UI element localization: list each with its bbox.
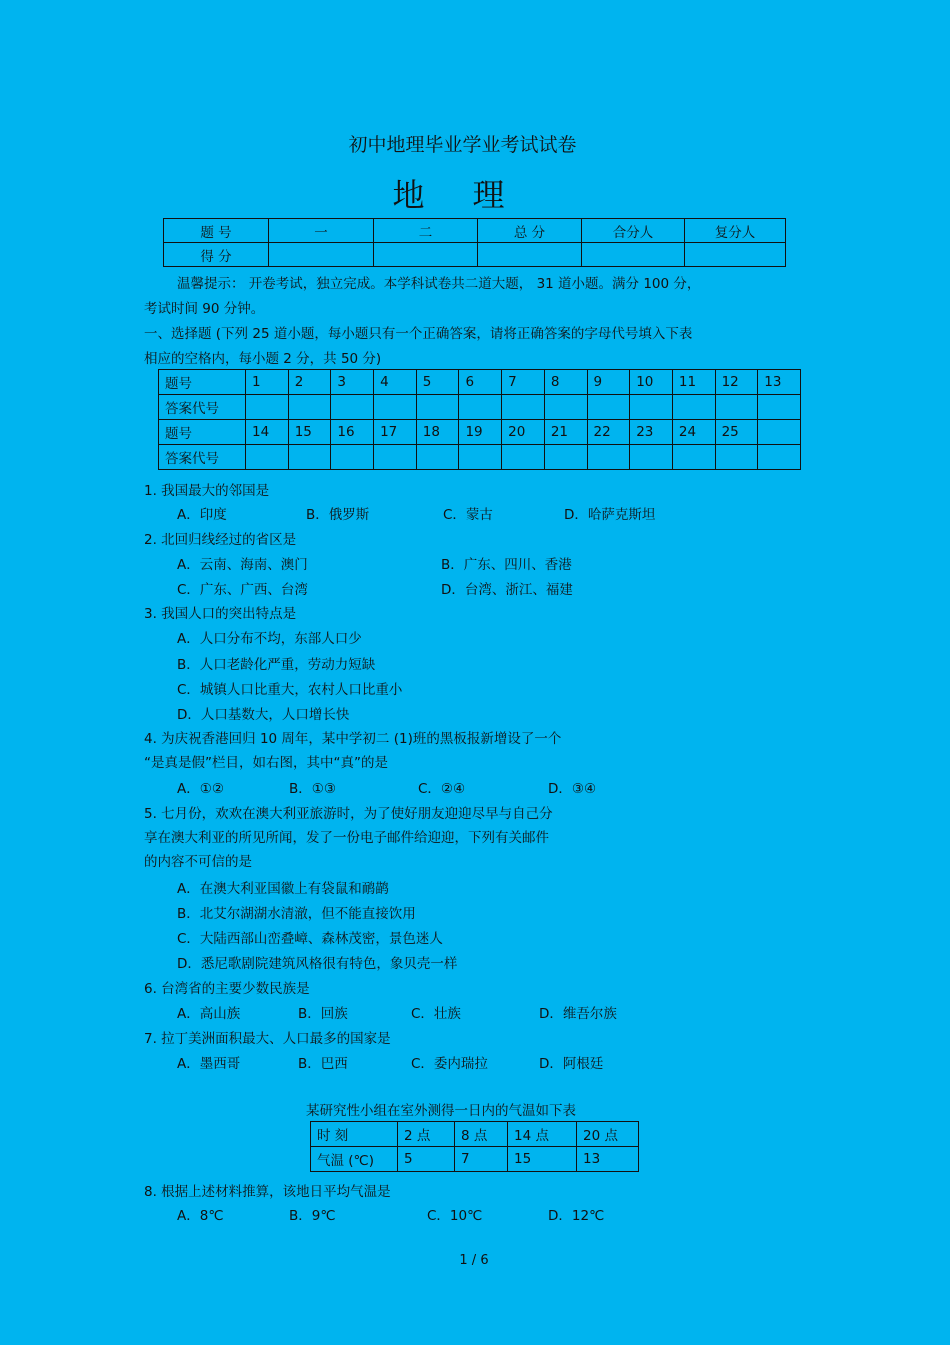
answer-cell[interactable]: [502, 395, 545, 420]
option-d[interactable]: D．人口基数大，人口增长快: [177, 707, 350, 723]
answer-table: [158, 369, 801, 470]
table-cell: 13: [577, 1147, 639, 1172]
table-cell: 1: [246, 370, 289, 395]
exam-title: 初中地理毕业学业考试试卷: [348, 134, 577, 156]
table-cell: 答案代号: [159, 445, 246, 470]
option-a[interactable]: A．①②: [177, 781, 224, 797]
table-cell: 气温 (℃): [311, 1147, 398, 1172]
table-row: [311, 1147, 639, 1172]
option-d[interactable]: D．哈萨克斯坦: [564, 507, 656, 523]
answer-cell[interactable]: [758, 395, 801, 420]
option-b[interactable]: B．回族: [298, 1006, 348, 1022]
answer-cell[interactable]: [587, 445, 630, 470]
table-cell: 总 分: [478, 219, 582, 243]
score-table: [163, 218, 786, 267]
question-5-stem-3: 的内容不可信的是: [144, 854, 252, 870]
question-4-stem-2: “是真是假”栏目，如右图，其中“真”的是: [144, 755, 388, 771]
table-cell: 复分人: [685, 219, 786, 243]
table-cell: 20 点: [577, 1122, 639, 1147]
table-cell: 7: [502, 370, 545, 395]
table-cell: 题号: [159, 370, 246, 395]
score-input-cell[interactable]: [269, 243, 374, 267]
table-cell: [758, 420, 801, 445]
option-c[interactable]: C．10℃: [427, 1208, 483, 1224]
question-5-stem: 5. 七月份，欢欢在澳大利亚旅游时，为了使好朋友迎迎尽早与自己分: [144, 806, 553, 822]
option-a[interactable]: A．云南、海南、澳门: [177, 557, 308, 573]
answer-cell[interactable]: [246, 445, 289, 470]
table-cell: 时 刻: [311, 1122, 398, 1147]
table-cell: 15: [508, 1147, 577, 1172]
table-row: [164, 219, 786, 243]
temperature-caption: 某研究性小组在室外测得一日内的气温如下表: [306, 1103, 576, 1119]
table-cell: 5: [398, 1147, 455, 1172]
table-cell: 8 点: [455, 1122, 508, 1147]
score-input-cell[interactable]: [478, 243, 582, 267]
table-cell: 24: [672, 420, 715, 445]
option-a[interactable]: A．人口分布不均，东部人口少: [177, 631, 362, 647]
answer-cell[interactable]: [544, 445, 587, 470]
option-d[interactable]: D．12℃: [548, 1208, 605, 1224]
table-cell: 一: [269, 219, 374, 243]
option-a[interactable]: A．在澳大利亚国徽上有袋鼠和鸸鹋: [177, 881, 389, 897]
question-8-stem: 8. 根据上述材料推算，该地日平均气温是: [144, 1184, 391, 1200]
answer-cell[interactable]: [459, 445, 502, 470]
option-b[interactable]: B．人口老龄化严重，劳动力短缺: [177, 657, 376, 673]
table-cell: 11: [672, 370, 715, 395]
answer-cell[interactable]: [288, 395, 331, 420]
table-cell: 25: [715, 420, 758, 445]
answer-cell[interactable]: [416, 445, 459, 470]
table-cell: 14 点: [508, 1122, 577, 1147]
option-b[interactable]: B．9℃: [289, 1208, 336, 1224]
question-4-stem: 4. 为庆祝香港回归 10 周年，某中学初二 (1)班的黑板报新增设了一个: [144, 731, 562, 747]
table-cell: 14: [246, 420, 289, 445]
table-row: [311, 1122, 639, 1147]
table-cell: [758, 445, 801, 470]
option-c[interactable]: C．委内瑞拉: [411, 1056, 488, 1072]
table-cell: 答案代号: [159, 395, 246, 420]
table-row: [159, 370, 801, 395]
option-d[interactable]: D．阿根廷: [539, 1056, 604, 1072]
table-cell: 5: [416, 370, 459, 395]
table-cell: 21: [544, 420, 587, 445]
question-7-stem: 7. 拉丁美洲面积最大、人口最多的国家是: [144, 1031, 391, 1047]
option-c[interactable]: C．壮族: [411, 1006, 461, 1022]
table-row: [159, 395, 801, 420]
option-a[interactable]: A．墨西哥: [177, 1056, 241, 1072]
answer-cell[interactable]: [587, 395, 630, 420]
table-cell: 23: [630, 420, 673, 445]
table-cell: 12: [715, 370, 758, 395]
table-cell: 8: [544, 370, 587, 395]
option-c[interactable]: C．广东、广西、台湾: [177, 582, 308, 598]
option-b[interactable]: B．①③: [289, 781, 336, 797]
score-input-cell[interactable]: [582, 243, 685, 267]
option-d[interactable]: D．维吾尔族: [539, 1006, 617, 1022]
option-b[interactable]: B．北艾尔湖湖水清澈，但不能直接饮用: [177, 906, 416, 922]
page-number: 1 / 6: [459, 1253, 489, 1268]
option-a[interactable]: A．8℃: [177, 1208, 224, 1224]
subject-heading: 地理: [392, 176, 553, 214]
answer-cell[interactable]: [672, 445, 715, 470]
table-cell: 13: [758, 370, 801, 395]
notice-line-1: 温馨提示： 开卷考试，独立完成。本学科试卷共二道大题， 31 道小题。满分 100 分，: [177, 276, 701, 292]
score-input-cell[interactable]: [374, 243, 478, 267]
option-b[interactable]: B．广东、四川、香港: [441, 557, 572, 573]
answer-cell[interactable]: [630, 445, 673, 470]
table-cell: 17: [374, 420, 417, 445]
answer-cell[interactable]: [715, 445, 758, 470]
answer-cell[interactable]: [416, 395, 459, 420]
table-cell: 2 点: [398, 1122, 455, 1147]
table-cell: 6: [459, 370, 502, 395]
option-b[interactable]: B．俄罗斯: [306, 507, 370, 523]
table-row: [159, 420, 801, 445]
table-cell: 9: [587, 370, 630, 395]
section-1-instructions: 一、选择题 (下列 25 道小题，每小题只有一个正确答案，请将正确答案的字母代号填入下表: [144, 326, 693, 342]
table-cell: 7: [455, 1147, 508, 1172]
option-d[interactable]: D．悉尼歌剧院建筑风格很有特色，象贝壳一样: [177, 956, 458, 972]
option-a[interactable]: A．印度: [177, 507, 227, 523]
table-row: [164, 243, 786, 267]
answer-cell[interactable]: [331, 445, 374, 470]
option-b[interactable]: B．巴西: [298, 1056, 348, 1072]
question-3-stem: 3. 我国人口的突出特点是: [144, 606, 297, 622]
answer-cell[interactable]: [502, 445, 545, 470]
option-a[interactable]: A．高山族: [177, 1006, 241, 1022]
table-cell: 二: [374, 219, 478, 243]
answer-cell[interactable]: [331, 395, 374, 420]
answer-cell[interactable]: [246, 395, 289, 420]
table-cell: 2: [288, 370, 331, 395]
option-c[interactable]: C．城镇人口比重大，农村人口比重小: [177, 682, 403, 698]
answer-cell[interactable]: [544, 395, 587, 420]
table-cell: 得 分: [164, 243, 269, 267]
option-c[interactable]: C．大陆西部山峦叠嶂、森林茂密，景色迷人: [177, 931, 443, 947]
table-cell: 题 号: [164, 219, 269, 243]
option-d[interactable]: D．③④: [548, 781, 597, 797]
option-c[interactable]: C．②④: [418, 781, 466, 797]
question-1-stem: 1. 我国最大的邻国是: [144, 483, 270, 499]
question-2-stem: 2. 北回归线经过的省区是: [144, 532, 297, 548]
notice-line-2: 考试时间 90 分钟。: [144, 301, 265, 317]
answer-cell[interactable]: [374, 445, 417, 470]
section-1-instructions-2: 相应的空格内，每小题 2 分，共 50 分): [144, 351, 382, 367]
answer-cell[interactable]: [672, 395, 715, 420]
question-5-stem-2: 享在澳大利亚的所见所闻，发了一份电子邮件给迎迎，下列有关邮件: [144, 830, 549, 846]
answer-cell[interactable]: [374, 395, 417, 420]
answer-cell[interactable]: [288, 445, 331, 470]
table-cell: 题号: [159, 420, 246, 445]
table-cell: 4: [374, 370, 417, 395]
table-cell: 15: [288, 420, 331, 445]
answer-cell[interactable]: [715, 395, 758, 420]
option-c[interactable]: C．蒙古: [443, 507, 493, 523]
table-cell: 3: [331, 370, 374, 395]
table-cell: 16: [331, 420, 374, 445]
answer-cell[interactable]: [630, 395, 673, 420]
table-cell: 10: [630, 370, 673, 395]
temperature-table: [310, 1121, 639, 1172]
table-cell: 22: [587, 420, 630, 445]
table-cell: 20: [502, 420, 545, 445]
table-row: [159, 445, 801, 470]
score-input-cell[interactable]: [685, 243, 786, 267]
table-cell: 19: [459, 420, 502, 445]
question-6-stem: 6. 台湾省的主要少数民族是: [144, 981, 310, 997]
table-cell: 18: [416, 420, 459, 445]
answer-cell[interactable]: [459, 395, 502, 420]
option-d[interactable]: D．台湾、浙江、福建: [441, 582, 573, 598]
table-cell: 合分人: [582, 219, 685, 243]
